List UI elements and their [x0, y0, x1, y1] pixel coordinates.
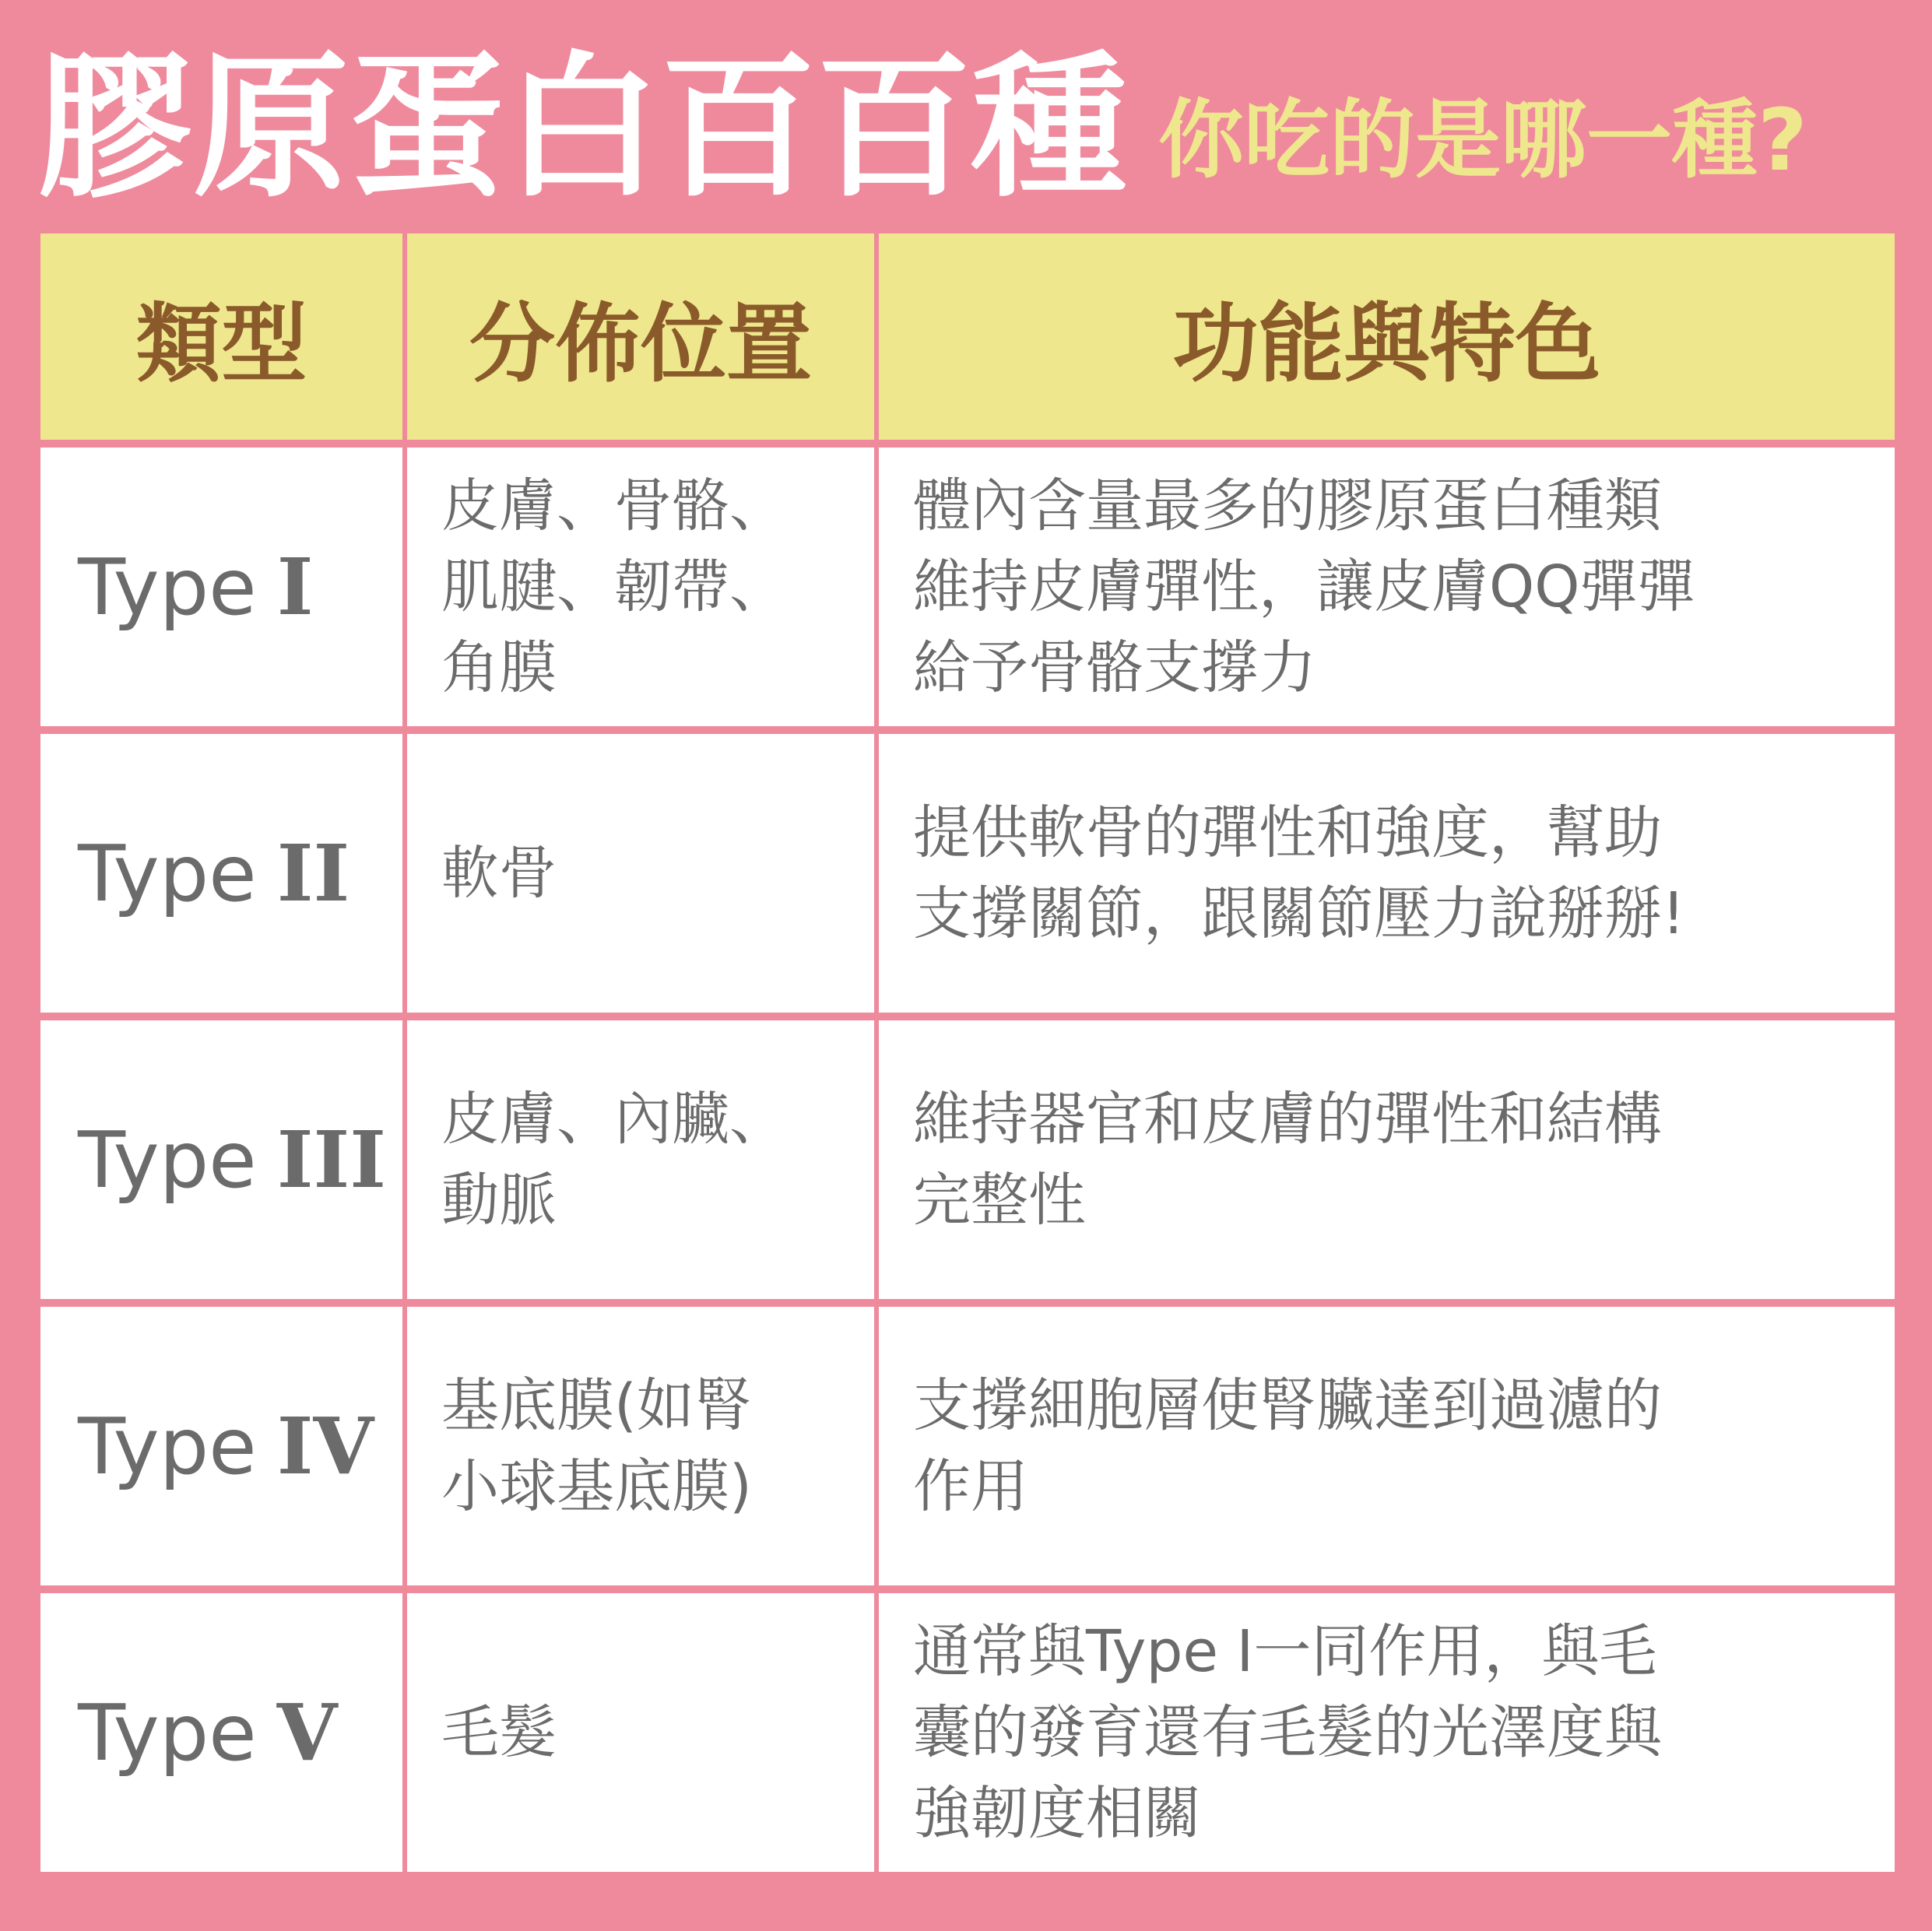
location-cell-3 [407, 1020, 874, 1299]
type-numeral: III [276, 1114, 387, 1206]
type-label: Type [78, 1400, 257, 1492]
location-line: 角膜 [441, 634, 557, 701]
collagen-types-table [40, 233, 1895, 1872]
location-cell-2 [407, 734, 874, 1013]
header-function: 功能與特色 [879, 233, 1895, 440]
function-line: 囊的發育還有毛髮的光澤度與 [913, 1699, 1662, 1766]
function-line: 維持皮膚彈性，讓皮膚QQ彈彈 [913, 553, 1695, 620]
location-line: 肌腱、韌帶、 [441, 553, 787, 620]
function-cell-2 [879, 734, 1895, 1013]
function-line: 支撐細胞層使腎臟達到過濾的 [913, 1372, 1662, 1439]
location-line: 皮膚、內臟、 [441, 1086, 787, 1153]
type-numeral: I [276, 541, 314, 633]
title-header [37, 23, 1906, 218]
location-line: 小球基底膜) [441, 1453, 752, 1520]
type-cell-4 [40, 1307, 402, 1585]
location-cell-1 [407, 448, 874, 726]
header-type: 類型 [40, 233, 402, 440]
type-cell-5 [40, 1593, 402, 1872]
function-cell-1 [879, 448, 1895, 726]
type-numeral: V [276, 1687, 338, 1778]
function-line: 提供軟骨的彈性和強度，幫助 [913, 799, 1662, 866]
function-line: 通常與Type I一同作用，與毛 [913, 1618, 1657, 1685]
function-line: 支撐關節，跟關節壓力說掰掰! [913, 880, 1685, 947]
type-label: Type [78, 827, 257, 919]
function-cell-4 [879, 1307, 1895, 1585]
function-line: 維持器官和皮膚的彈性和結構 [913, 1086, 1662, 1153]
type-cell-3 [40, 1020, 402, 1299]
location-line: 動脈 [441, 1167, 557, 1234]
page-subtitle: 你吃的是哪一種? [1158, 90, 1807, 190]
function-line: 給予骨骼支撐力 [913, 634, 1316, 701]
type-label: Type [78, 541, 257, 633]
function-line: 體內含量最多的膠原蛋白種類 [913, 472, 1662, 539]
type-numeral: IV [276, 1400, 374, 1492]
function-cell-3 [879, 1020, 1895, 1299]
location-line: 基底膜(如腎 [441, 1372, 752, 1439]
function-line: 強韌度相關 [913, 1780, 1201, 1847]
page-title: 膠原蛋白百百種 [37, 37, 1128, 219]
type-label: Type [78, 1687, 257, 1778]
location-cell-5 [407, 1593, 874, 1872]
type-label: Type [78, 1114, 257, 1206]
location-line: 皮膚、骨骼、 [441, 472, 787, 539]
type-cell-2 [40, 734, 402, 1013]
function-line: 作用 [913, 1453, 1028, 1520]
header-location: 分佈位置 [407, 233, 874, 440]
type-numeral: II [276, 827, 350, 919]
location-cell-4 [407, 1307, 874, 1585]
function-cell-5 [879, 1593, 1895, 1872]
location-line: 毛髮 [441, 1699, 557, 1766]
function-line: 完整性 [913, 1167, 1086, 1234]
location-line: 軟骨 [441, 840, 557, 907]
type-cell-1 [40, 448, 402, 726]
